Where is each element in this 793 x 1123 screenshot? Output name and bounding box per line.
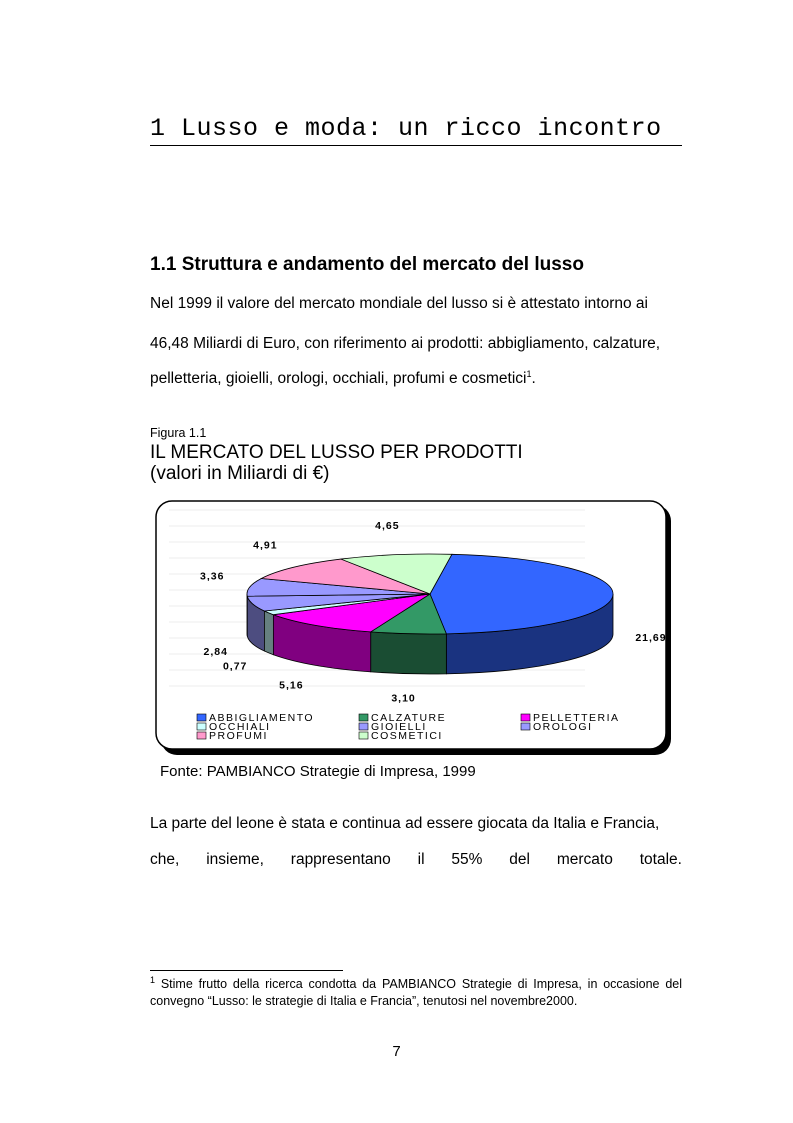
legend-label-cosmetici: COSMETICI [371, 730, 443, 742]
legend-label-occhiali: OCCHIALI [209, 721, 271, 733]
footnote-separator [150, 970, 343, 971]
footnote-reference[interactable]: 1 [526, 368, 532, 379]
body-word: totale. [639, 851, 682, 868]
legend-label-abbigliamento: ABBIGLIAMENTO [209, 712, 315, 724]
section-title: 1.1 Struttura e andamento del mercato del lusso [150, 254, 584, 275]
intro-line-3-text: pelletteria, gioielli, orologi, occhiali, profumi e cosmetici [150, 370, 527, 387]
body-word: mercato [556, 851, 613, 868]
figure-title-line-2: (valori in Miliardi di €) [150, 463, 330, 484]
legend-swatch-occhiali [197, 723, 206, 730]
chart-slices [247, 554, 613, 674]
value-label-pelletteria: 5,16 [279, 679, 304, 692]
legend-label-profumi: PROFUMI [209, 730, 268, 742]
value-label-gioielli: 2,84 [203, 646, 228, 659]
body-word: rappresentano [290, 851, 391, 868]
legend-label-orologi: OROLOGI [533, 721, 593, 733]
page-number: 7 [392, 1043, 401, 1060]
intro-line-3-end: . [531, 370, 536, 387]
figure-title [150, 442, 523, 484]
intro-line-3 [150, 370, 682, 388]
chapter-underline [150, 145, 682, 146]
legend-swatch-orologi [521, 723, 530, 730]
footnote-number: 1 [150, 974, 156, 985]
legend-swatch-pelletteria [521, 714, 530, 721]
body-word: del [509, 851, 530, 868]
body-line-2 [150, 851, 682, 869]
body-word: insieme, [206, 851, 264, 868]
legend-swatch-abbigliamento [197, 714, 206, 721]
figure-label: Figura 1.1 [150, 426, 207, 440]
legend-swatch-calzature [359, 714, 368, 721]
figure-source: Fonte: PAMBIANCO Strategie di Impresa, 1999 [160, 763, 476, 780]
body-word: che, [150, 851, 180, 868]
body-word: 55% [451, 851, 483, 868]
intro-line-2: 46,48 Miliardi di Euro, con riferimento ai prodotti: abbigliamento, calzature, [150, 335, 661, 352]
footnote-text: Stime frutto della ricerca condotta da PAMBIANCO Strategie di Impresa, in occasione del convegno “Lusso: le strategie di Italia e Francia”, tenutosi nel novembre2000. [150, 977, 682, 1008]
pie-slice-side-occhiali [264, 611, 273, 655]
pie-slice-side-calzature [371, 632, 447, 674]
intro-line-1: Nel 1999 il valore del mercato mondiale del lusso si è attestato intorno ai [150, 295, 648, 312]
pie-chart-container [155, 500, 673, 756]
pie-chart [155, 500, 673, 756]
legend-swatch-cosmetici [359, 732, 368, 739]
body-word: il [417, 851, 425, 868]
legend-swatch-gioielli [359, 723, 368, 730]
legend-label-pelletteria: PELLETTERIA [533, 712, 620, 724]
legend-label-calzature: CALZATURE [371, 712, 447, 724]
figure-title-line-1: IL MERCATO DEL LUSSO PER PRODOTTI [150, 442, 523, 463]
legend-label-gioielli: GIOIELLI [371, 721, 427, 733]
body-line-1: La parte del leone è stata e continua ad essere giocata da Italia e Francia, [150, 815, 660, 832]
value-label-abbigliamento: 21,69 [635, 631, 667, 644]
value-label-orologi: 3,36 [200, 570, 225, 583]
chapter-title: 1 Lusso e moda: un ricco incontro [150, 114, 662, 143]
footnote [150, 976, 682, 1010]
value-label-cosmetici: 4,65 [375, 520, 400, 533]
value-label-profumi: 4,91 [253, 539, 278, 552]
value-label-calzature: 3,10 [391, 692, 416, 705]
legend-swatch-profumi [197, 732, 206, 739]
value-label-occhiali: 0,77 [222, 660, 248, 673]
